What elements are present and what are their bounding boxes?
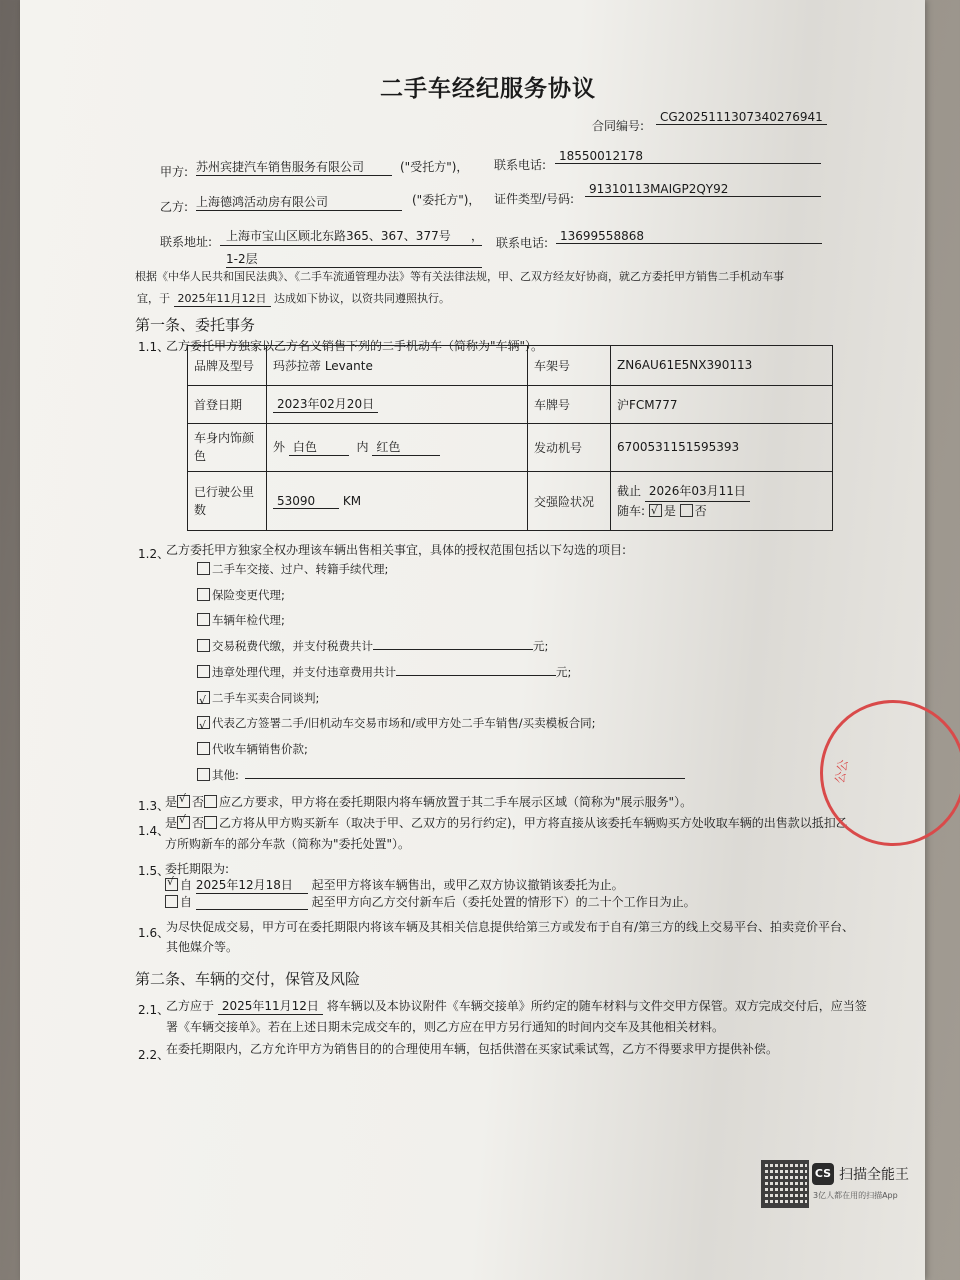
mileage-unit: KM [342,493,362,508]
clause-1-4-no-label: 否 [192,816,205,830]
scanner-app-name: 扫描全能王 [839,1167,909,1183]
clause-1-3-yes-checkbox[interactable] [177,795,190,808]
auth-checkbox[interactable] [197,691,210,704]
vin-value: ZN6AU61E5NX390113 [611,346,833,386]
clause-2-1-date: 2025年11月12日 [218,997,323,1015]
auth-item-label: 二手车买卖合同谈判; [212,690,320,705]
plate-label: 车牌号 [528,385,611,423]
currency-suffix: 元; [556,664,572,679]
party-b-id: 91310113MAIGP2QY92 [585,182,821,197]
auth-item-label: 代表乙方签署二手/旧机动车交易市场和/或甲方处二手车销售/买卖模板合同; [212,716,596,731]
plate-value: 沪FCM777 [611,385,833,423]
insurance-no-checkbox[interactable] [680,504,693,517]
clause-1-3-yes-label: 是 [165,795,178,809]
contract-number: CG2025111307340276941 [656,110,827,125]
engine-label: 发动机号 [528,423,611,471]
term-option-1-from: 自 [180,878,193,892]
clause-1-6-line1: 为尽快促成交易，甲方可在委托期限内将该车辆及其相关信息提供给第三方或发布于自有/第三方的线上交易平台、拍卖竞价平台、 [166,920,855,934]
auth-checkbox[interactable] [197,768,210,781]
company-seal-stamp [820,700,960,846]
exterior-color: 白色 [289,438,349,456]
auth-item [197,660,685,686]
auth-item [197,557,685,583]
auth-item [197,686,685,712]
seal-text: 公公 [832,758,851,785]
reg-date-value: 2023年02月20日 [273,395,378,413]
mileage-value: 53090 [273,494,339,509]
section-1-heading: 第一条、委托事务 [135,316,256,334]
auth-item-label: 违章处理代理，并支付违章费用共计 [212,664,396,679]
auth-item [197,634,685,660]
clause-1-3-no-label: 否 [192,795,205,809]
clause-1-1-number: 1.1、 [138,340,170,354]
auth-checkbox[interactable] [197,613,210,626]
address-comma: ， [471,229,484,243]
auth-checkbox[interactable] [197,665,210,678]
interior-color: 红色 [372,438,440,456]
auth-checkbox[interactable] [197,742,210,755]
clause-2-1-number: 2.1、 [138,1003,170,1017]
party-b-phone: 13699558868 [556,229,822,244]
violation-amount-blank [396,675,556,676]
clause-1-6-number: 1.6、 [138,926,170,940]
party-b-role: ("委托方")， [412,193,481,207]
clause-1-2-text: 乙方委托甲方独家全权办理该车辆出售相关事宜，具体的授权范围包括以下勾选的项目: [166,543,627,557]
preamble-line1: 根据《中华人民共和国民法典》、《二手车流通管理办法》等有关法律法规，甲、乙双方经友好协商，就乙方委托甲方销售二手机动车事 [135,270,784,283]
auth-item-label: 代收车辆销售价款; [212,741,308,756]
exterior-label: 外 [273,440,286,455]
clause-1-6-line2: 其他媒介等。 [166,940,239,954]
party-a-phone-label: 联系电话: [494,158,547,172]
insurance-yes-label: 是 [663,503,676,518]
clause-2-2-text: 在委托期限内，乙方允许甲方为销售目的的合理使用车辆，包括供潜在买家试乘试驾，乙方不得要求甲方提供补偿。 [166,1042,779,1056]
clause-1-5-title: 委托期限为: [165,862,230,876]
clause-1-3-number: 1.3、 [138,799,170,813]
clause-2-2-number: 2.2、 [138,1048,170,1062]
auth-item [197,711,685,737]
clause-1-2-number: 1.2、 [138,547,170,561]
preamble-line2-start: 宜，于 [137,292,170,305]
clause-1-4-yes-checkbox[interactable] [177,816,190,829]
auth-item-label: 保险变更代理; [212,587,285,602]
auth-checkbox[interactable] [197,562,210,575]
auth-item-label: 二手车交接、过户、转籍手续代理; [212,562,389,576]
clause-1-5-number: 1.5、 [138,864,170,878]
auth-item-label: 其他: [212,767,239,782]
address-line1: 上海市宝山区顾北东路365、367、377号 [226,229,451,243]
insurance-yes-checkbox[interactable] [649,504,662,517]
insurance-until-label: 截止 [617,483,642,498]
insurance-with-car-label: 随车: [617,503,646,518]
document-title: 二手车经纪服务协议 [380,76,596,102]
clause-2-1-line2: 署《车辆交接单》。若在上述日期未完成交车的，则乙方应在甲方另行通知的时间内交车及其他相关材料。 [166,1020,725,1034]
auth-checkbox[interactable] [197,716,210,729]
term-option-2-text: 起至甲方向乙方交付新车后（委托处置的情形下）的二十个工作日为止。 [311,895,696,909]
reg-date-label: 首登日期 [188,385,267,423]
clause-1-4-yes-label: 是 [165,816,178,830]
party-b-label: 乙方: [160,200,189,214]
qr-code-icon [761,1160,809,1208]
preamble-line2-end: 达成如下协议，以资共同遵照执行。 [274,292,450,305]
term-option-2-from: 自 [180,895,193,909]
contract-number-label: 合同编号: [592,119,645,133]
term-option-1-date: 2025年12月18日 [196,876,308,894]
camscanner-logo-icon: CS [812,1163,834,1185]
term-option-1-text: 起至甲方将该车辆售出，或甲乙双方协议撤销该委托为止。 [311,878,624,892]
authorization-list [197,557,685,788]
party-a-name: 苏州宾捷汽车销售服务有限公司 [196,158,392,176]
clause-1-3-no-checkbox[interactable] [204,795,217,808]
term-option-1-checkbox[interactable] [165,878,178,891]
preamble-date: 2025年11月12日 [174,290,271,307]
party-b-name: 上海德鸿活动房有限公司 [196,193,402,211]
address-underline [220,245,482,246]
auth-item-label: 交易税费代缴，并支付税费共计 [212,639,373,654]
interior-label: 内 [356,440,369,455]
auth-item-label: 车辆年检代理; [212,613,285,628]
clause-1-4-number: 1.4、 [138,824,170,838]
clause-1-4-line2: 方所购新车的部分车款（简称为"委托处置"）。 [165,837,411,851]
party-b-id-label: 证件类型/号码: [494,192,575,206]
insurance-until-date: 2026年03月11日 [645,482,750,502]
insurance-no-label: 否 [694,503,707,518]
auth-checkbox[interactable] [197,588,210,601]
contract-page [20,0,925,1280]
vin-label: 车架号 [528,346,611,386]
brand-label: 品牌及型号 [188,346,267,386]
mileage-label: 已行驶公里数 [188,472,267,531]
party-a-role: ("受托方")， [400,160,469,174]
auth-checkbox[interactable] [197,639,210,652]
vehicle-info-table [187,345,833,531]
party-b-phone-label: 联系电话: [496,236,549,250]
auth-item [197,608,685,634]
clause-2-1-start: 乙方应于 [166,999,215,1013]
engine-value: 6700531151595393 [611,423,833,471]
other-blank [245,778,685,779]
term-option-2-blank [196,895,308,910]
clause-1-4-line1: 乙方将从甲方购买新车（取决于甲、乙双方的另行约定)，甲方将直接从该委托车辆购买方处收取车辆的出售款以抵扣乙 [219,816,848,830]
auth-item [197,763,685,789]
address-line2: 1-2层 [226,250,482,268]
tax-amount-blank [373,649,533,650]
party-a-phone: 18550012178 [555,149,821,164]
clause-1-4-no-checkbox[interactable] [204,816,217,829]
color-label: 车身内饰颜色 [188,423,267,471]
address-label: 联系地址: [160,235,213,249]
clause-1-1-text: 乙方委托甲方独家以乙方名义销售下列的二手机动车（简称为"车辆"）。 [166,339,544,353]
auth-item [197,737,685,763]
term-option-2-checkbox[interactable] [165,895,178,908]
section-2-heading: 第二条、车辆的交付，保管及风险 [135,970,361,988]
party-a-label: 甲方: [160,165,189,179]
scanner-slogan: 3亿人都在用的扫描App [813,1191,898,1200]
insurance-label: 交强险状况 [528,472,611,531]
auth-item [197,583,685,609]
currency-suffix: 元; [533,639,549,654]
brand-value: 玛莎拉蒂 Levante [267,346,528,386]
clause-1-3-text: 应乙方要求，甲方将在委托期限内将车辆放置于其二手车展示区域（简称为"展示服务"）。 [219,795,693,809]
clause-2-1-text: 将车辆以及本协议附件《车辆交接单》所约定的随车材料与文件交甲方保管。双方完成交付后，应当签 [326,999,867,1013]
